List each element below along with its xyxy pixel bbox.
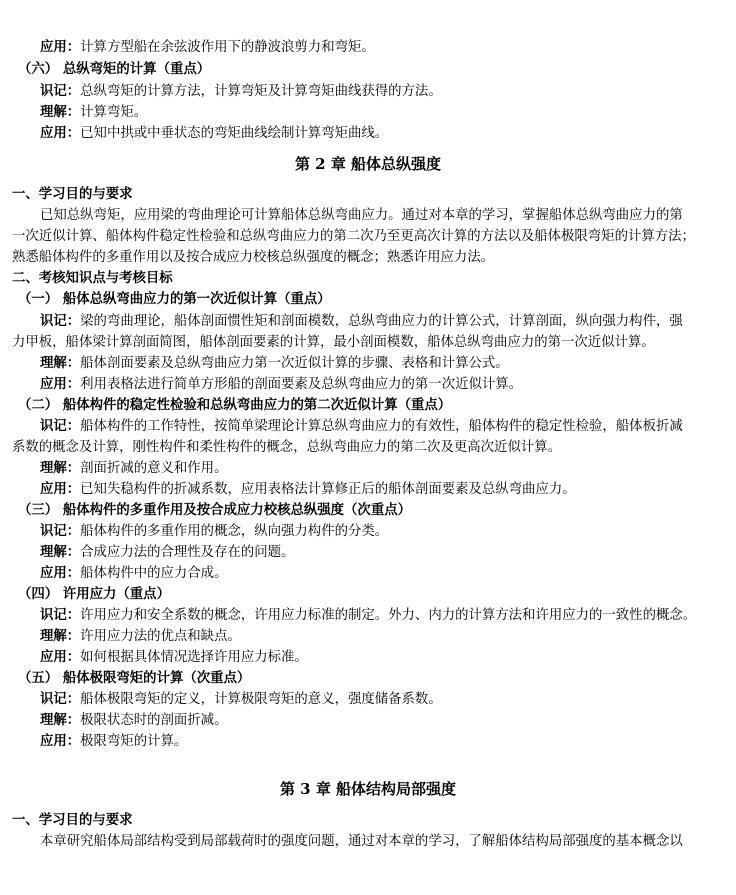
objective-label: 理解： <box>40 461 81 476</box>
paragraph-line: 系数的概念及计算，刚性构件和柔性构件的概念，总纵弯曲应力的第二次及更高次近似计算。 <box>12 440 562 455</box>
objective-line <box>40 375 522 395</box>
objective-text: 许用应力法的优点和缺点。 <box>80 629 241 644</box>
section-heading: （三） 船体构件的多重作用及按合成应力校核总纵强度（次重点） <box>18 503 411 518</box>
objective-line <box>40 480 576 500</box>
objective-text: 已知失稳构件的折减系数，应用表格法计算修正后的船体剖面要素及总纵弯曲应力。 <box>80 482 576 497</box>
objective-text: 已知中拱或中垂状态的弯矩曲线绘制计算弯矩曲线。 <box>80 126 389 141</box>
objective-text: 船体构件的工作特性，按简单梁理论计算总纵弯曲应力的有效性，船体构件的稳定性检验，船体板折减 <box>80 419 683 434</box>
objective-label: 理解： <box>40 545 81 560</box>
objective-label: 识记： <box>40 608 81 623</box>
section-heading: （四） 许用应力（重点） <box>18 587 170 602</box>
objective-label: 应用： <box>40 650 81 665</box>
section-heading: 一、学习目的与要求 <box>12 187 133 202</box>
objective-line <box>40 522 388 542</box>
chapter-heading: 第 2 章 船体总纵强度 <box>294 155 442 173</box>
objective-text: 利用表格法进行简单方形船的剖面要素及总纵弯曲应力的第一次近似计算。 <box>80 377 523 392</box>
objective-label: 识记： <box>40 84 81 99</box>
objective-label: 应用： <box>40 126 81 141</box>
objective-label: 识记： <box>40 524 81 539</box>
objective-line <box>40 648 308 668</box>
objective-line <box>40 543 294 563</box>
objective-label: 识记： <box>40 692 81 707</box>
objective-text: 计算弯矩。 <box>80 105 148 120</box>
objective-line <box>40 38 375 58</box>
section-heading: （五） 船体极限弯矩的计算（次重点） <box>18 671 251 686</box>
section-heading: （六） 总纵弯矩的计算（重点） <box>18 62 211 77</box>
objective-line <box>40 564 227 584</box>
objective-text: 计算方型船在余弦波作用下的静波浪剪力和弯矩。 <box>80 40 375 55</box>
objective-line <box>40 690 442 710</box>
objective-line <box>40 417 683 437</box>
objective-label: 应用： <box>40 40 81 55</box>
objective-line <box>40 124 388 144</box>
objective-text: 船体极限弯矩的定义，计算极限弯矩的意义，强度储备系数。 <box>80 692 442 707</box>
objective-line <box>40 82 442 102</box>
objective-text: 许用应力和安全系数的概念，许用应力标准的制定。外力、内力的计算方法和许用应力的一致性的概念。 <box>80 608 697 623</box>
section-heading: （二） 船体构件的稳定性检验和总纵弯曲应力的第二次近似计算（重点） <box>18 398 452 413</box>
objective-label: 应用： <box>40 377 81 392</box>
objective-line <box>40 711 227 731</box>
objective-text: 船体剖面要素及总纵弯曲应力第一次近似计算的步骤、表格和计算公式。 <box>80 356 509 371</box>
objective-line <box>40 103 147 123</box>
objective-text: 船体构件中的应力合成。 <box>80 566 228 581</box>
objective-label: 理解： <box>40 713 81 728</box>
section-heading: 一、学习目的与要求 <box>12 813 133 828</box>
objective-text: 极限状态时的剖面折减。 <box>80 713 228 728</box>
objective-text: 剖面折减的意义和作用。 <box>80 461 228 476</box>
objective-line <box>40 312 683 332</box>
objective-line <box>40 354 509 374</box>
objective-label: 应用： <box>40 734 81 749</box>
objective-label: 应用： <box>40 482 81 497</box>
objective-line <box>40 606 696 626</box>
objective-text: 船体构件的多重作用的概念，纵向强力构件的分类。 <box>80 524 389 539</box>
objective-text: 极限弯矩的计算。 <box>80 734 188 749</box>
objective-text: 总纵弯矩的计算方法，计算弯矩及计算弯矩曲线获得的方法。 <box>80 84 442 99</box>
objective-text: 如何根据具体情况选择许用应力标准。 <box>80 650 308 665</box>
objective-text: 合成应力法的合理性及存在的问题。 <box>80 545 295 560</box>
chapter-heading: 第 3 章 船体结构局部强度 <box>279 780 457 798</box>
objective-line <box>40 627 241 647</box>
objective-line <box>40 732 187 752</box>
paragraph-line: 已知总纵弯矩，应用梁的弯曲理论可计算船体总纵弯曲应力。通过对本章的学习，掌握船体总纵弯曲应力的第 <box>40 208 683 223</box>
objective-line <box>40 459 227 479</box>
objective-text: 梁的弯曲理论，船体剖面惯性矩和剖面模数，总纵弯曲应力的计算公式，计算剖面，纵向强力构件，强 <box>80 314 683 329</box>
objective-label: 理解： <box>40 105 81 120</box>
objective-label: 理解： <box>40 629 81 644</box>
paragraph-line: 力甲板，船体梁计算剖面简图，船体剖面要素的计算，最小剖面模数，船体总纵弯曲应力的第一次近似计算。 <box>12 335 655 350</box>
objective-label: 识记： <box>40 419 81 434</box>
section-heading: 二、考核知识点与考核目标 <box>12 271 173 286</box>
objective-label: 识记： <box>40 314 81 329</box>
objective-label: 理解： <box>40 356 81 371</box>
objective-label: 应用： <box>40 566 81 581</box>
section-heading: （一） 船体总纵弯曲应力的第一次近似计算（重点） <box>18 292 331 307</box>
paragraph-line: 一次近似计算、船体构件稳定性检验和总纵弯曲应力的第二次乃至更高次计算的方法以及船体极限弯矩的计算方法； <box>12 229 695 244</box>
paragraph-line: 熟悉船体构件的多重作用以及按合成应力校核总纵强度的概念；熟悉许用应力法。 <box>12 250 495 265</box>
paragraph-line: 本章研究船体局部结构受到局部载荷时的强度问题，通过对本章的学习，了解船体结构局部强度的基本概念以 <box>40 834 683 849</box>
